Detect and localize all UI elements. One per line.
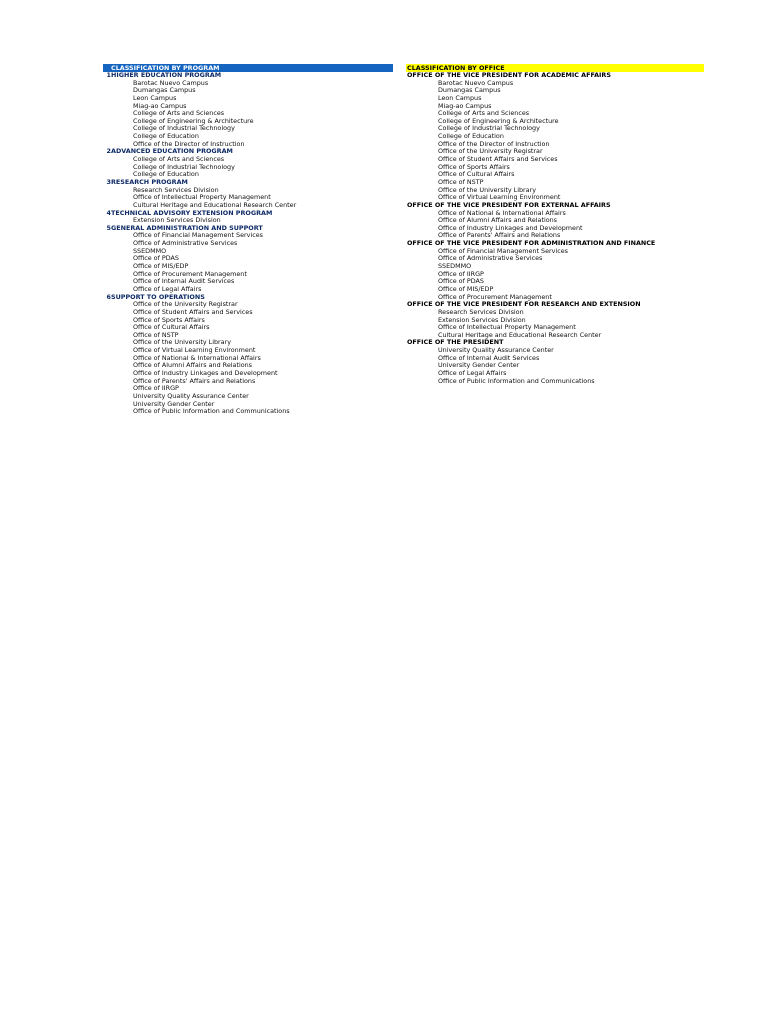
program-unit-item: Office of Virtual Learning Environment [133,346,256,355]
program-unit-item: Office of Procurement Management [133,269,247,278]
program-unit-item: College of Industrial Technology [133,162,235,171]
program-unit-item: Office of Industry Linkages and Development [133,368,278,377]
office-unit-item: College of Industrial Technology [438,124,540,133]
office-unit-item: Office of the Director of Instruction [438,139,550,148]
program-number: 2 [106,147,111,156]
office-unit-item: Office of Procurement Management [438,292,552,301]
program-title: HIGHER EDUCATION PROGRAM [111,71,222,79]
program-unit-item: Office of the University Registrar [133,300,238,309]
program-unit-item: SSEDMMO [133,246,167,255]
office-title: OFFICE OF THE VICE PRESIDENT FOR RESEARCH AND EXTENSION [407,300,641,309]
office-unit-item: Office of Intellectual Property Management [438,323,576,332]
program-unit-item: Office of Administrative Services [133,239,238,248]
office-unit-item: Office of National & International Affairs [438,208,566,217]
office-unit-item: Office of Sports Affairs [438,162,510,171]
program-list [103,72,393,416]
program-title: RESEARCH PROGRAM [111,177,188,186]
program-number: 6 [106,292,111,301]
office-classification-header: CLASSIFICATION BY OFFICE [406,64,704,72]
program-unit-item: College of Arts and Sciences [133,109,225,118]
program-unit-item: Office of Internal Audit Services [133,277,235,286]
office-title: OFFICE OF THE VICE PRESIDENT FOR ADMINISTRATION AND FINANCE [407,239,656,248]
program-unit-item: College of Education [133,132,199,141]
program-unit-item: Office of the University Library [133,338,232,347]
program-unit-item: Research Services Division [133,185,219,194]
office-unit-item: Leon Campus [438,93,482,102]
program-unit-item: University Gender Center [133,399,215,408]
program-unit-item: Office of PDAS [133,254,179,263]
office-unit-item: Dumangas Campus [438,86,501,95]
office-unit-item: Office of PDAS [438,277,484,286]
program-unit-item: Office of NSTP [133,330,179,339]
program-number: 3 [106,177,111,186]
office-unit-item: Barotac Nuevo Campus [438,78,514,87]
program-unit-item: College of Engineering & Architecture [133,116,254,125]
program-title: GENERAL ADMINISTRATION AND SUPPORT [111,223,263,232]
program-unit-item: Office of Alumni Affairs and Relations [133,361,253,370]
office-unit-item: Office of Public Information and Communications [438,376,595,385]
program-unit-item: Office of MIS/EDP [133,262,189,271]
office-unit-item: Office of IIRGP [438,269,484,278]
program-number: 4 [106,208,111,217]
office-unit-item: College of Engineering & Architecture [438,116,559,125]
office-unit-item: SSEDMMO [438,262,472,271]
program-number: 5 [106,223,111,232]
program-unit-item: Office of Cultural Affairs [133,323,210,332]
program-unit-item: Office of Sports Affairs [133,315,205,324]
office-unit-item: Office of the University Library [438,185,537,194]
office-unit-item: Extension Services Division [438,315,526,324]
office-unit-item: Miag-ao Campus [438,101,492,110]
office-unit-item: College of Education [438,132,504,141]
program-unit-item: Extension Services Division [133,216,221,225]
program-unit-item: Office of Parents' Affairs and Relations [133,376,256,385]
office-unit-item: University Gender Center [438,361,520,370]
office-unit-item: Office of the University Registrar [438,147,543,156]
program-unit-item: College of Industrial Technology [133,124,235,133]
program-title: TECHNICAL ADVISORY EXTENSION PROGRAM [111,208,273,217]
office-unit-item: Office of Financial Management Services [438,246,568,255]
program-unit-item: Office of Public Information and Communications [133,407,290,416]
office-unit-item: Office of MIS/EDP [438,284,494,293]
program-unit-item: Office of IIRGP [133,384,179,393]
office-unit-item: Office of Parents' Affairs and Relations [438,231,561,240]
program-classification-header: CLASSIFICATION BY PROGRAM [103,64,393,72]
office-unit-item: University Quality Assurance Center [438,346,554,355]
office-unit-item: Cultural Heritage and Educational Research Center [438,330,602,339]
program-unit-item: College of Education [133,170,199,179]
office-unit-item: Office of Administrative Services [438,254,543,263]
program-unit-item: College of Arts and Sciences [133,155,225,164]
program-unit-item: Office of Legal Affairs [133,284,202,293]
program-unit-item: Office of National & International Affairs [133,353,261,362]
office-unit-item: Office of Alumni Affairs and Relations [438,216,558,225]
office-unit-item: Office of Student Affairs and Services [438,155,558,164]
program-unit-item: Office of Intellectual Property Management [133,193,271,202]
program-unit-item: Office of Student Affairs and Services [133,307,253,316]
program-number: 1 [106,71,111,79]
program-title: SUPPORT TO OPERATIONS [111,292,205,301]
office-title: OFFICE OF THE VICE PRESIDENT FOR ACADEMIC AFFAIRS [407,71,611,79]
office-unit-item: Office of Cultural Affairs [438,170,515,179]
office-unit-item: Office of Internal Audit Services [438,353,540,362]
program-unit-item: Barotac Nuevo Campus [133,78,209,87]
office-title: OFFICE OF THE PRESIDENT [407,338,504,347]
office-unit-item: College of Arts and Sciences [438,109,530,118]
office-unit-item: Office of Legal Affairs [438,368,507,377]
program-unit-item: Office of the Director of Instruction [133,139,245,148]
office-unit-item: Office of Industry Linkages and Development [438,223,583,232]
program-unit-item: Dumangas Campus [133,86,196,95]
program-classification-column [103,64,393,416]
office-unit-item: Research Services Division [438,307,524,316]
office-classification-column [406,64,704,385]
program-unit-item: Miag-ao Campus [133,101,187,110]
office-unit-item: Office of NSTP [438,177,484,186]
program-unit-item: Office of Financial Management Services [133,231,263,240]
office-title: OFFICE OF THE VICE PRESIDENT FOR EXTERNAL AFFAIRS [407,200,611,209]
program-unit-item: University Quality Assurance Center [133,391,249,400]
program-unit-item: Cultural Heritage and Educational Research Center [133,200,297,209]
office-unit-item: Office of Virtual Learning Environment [438,193,561,202]
program-unit-item: Leon Campus [133,93,177,102]
program-title: ADVANCED EDUCATION PROGRAM [111,147,233,156]
office-list [406,72,704,385]
